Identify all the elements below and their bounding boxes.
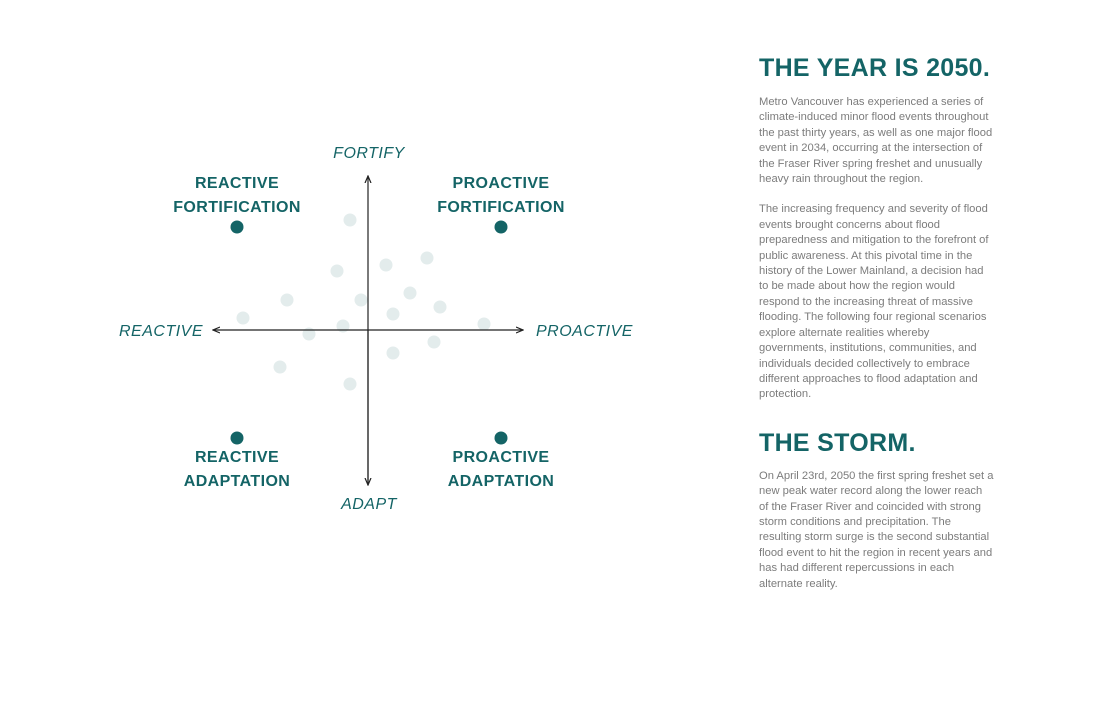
scatter-dot <box>331 265 344 278</box>
quadrant-label-reactive-fortification-line1: REACTIVE <box>194 175 280 192</box>
quadrant-dot-proactive-adaptation <box>495 432 508 445</box>
scatter-dot <box>478 318 491 331</box>
axis-label-proactive: PROACTIVE <box>536 323 633 340</box>
scatter-dot <box>428 336 441 349</box>
quadrant-dot-reactive-adaptation <box>231 432 244 445</box>
quadrant-label-proactive-fortification-line2: FORTIFICATION <box>437 199 565 216</box>
axis-label-adapt: ADAPT <box>341 496 397 513</box>
section-paragraph: Metro Vancouver has experienced a series of climate-induced minor flood events throughout the past thirty years, as well as one major flood event in 2034, occurring at the intersection of the Fraser River spring freshet and unusually heavy rain throughout the region. <box>759 96 993 186</box>
quadrant-label-reactive-fortification-line2: FORTIFICATION <box>173 199 301 216</box>
text-panel <box>759 52 994 592</box>
scatter-dot <box>421 252 434 265</box>
scatter-dot <box>344 214 357 227</box>
axis-label-fortify: FORTIFY <box>333 145 405 162</box>
axis-label-reactive: REACTIVE <box>118 323 203 340</box>
scatter-dot <box>380 259 393 272</box>
scatter-dot <box>237 312 250 325</box>
scatter-dot <box>355 294 368 307</box>
scatter-dot <box>387 347 400 360</box>
scatter-dot <box>344 378 357 391</box>
quadrant-label-proactive-adaptation-line1: PROACTIVE <box>452 449 550 466</box>
quadrant-dot-proactive-fortification <box>495 221 508 234</box>
quadrant-dot-reactive-fortification <box>231 221 244 234</box>
scatter-dot <box>387 308 400 321</box>
scatter-dot <box>434 301 447 314</box>
section-paragraph: The increasing frequency and severity of flood events brought concerns about flood preparedness and mitigation to the forefront of public awareness. At this pivotal time in the history of the Lower Mainland, a decision had to be made about how the region would respond to the increasing threat of massive flooding. The following four regional scenarios explore alternate realities whereby governments, institutions, communities, and individuals decided collectively to embrace different approaches to flood adaptation and protection. <box>759 203 989 401</box>
section-paragraph: On April 23rd, 2050 the first spring freshet set a new peak water record along the lower reach of the Fraser River and coincided with strong storm conditions and precipitation. The resulting storm surge is the second substantial flood event to hit the region in recent years and has had different repercussions in each alternate reality. <box>759 469 994 590</box>
quadrant-label-proactive-fortification-line1: PROACTIVE <box>452 175 550 192</box>
quadrant-label-reactive-adaptation-line1: REACTIVE <box>194 449 280 466</box>
quadrant-label-reactive-adaptation-line2: ADAPTATION <box>183 473 291 490</box>
section-heading-storm: THE STORM. <box>759 428 916 457</box>
scatter-dot <box>281 294 294 307</box>
scatter-dots <box>237 214 491 391</box>
section-heading-year: THE YEAR IS 2050. <box>759 54 991 82</box>
quadrant-label-proactive-adaptation-line2: ADAPTATION <box>447 473 555 490</box>
scatter-dot <box>274 361 287 374</box>
scatter-dot <box>404 287 417 300</box>
